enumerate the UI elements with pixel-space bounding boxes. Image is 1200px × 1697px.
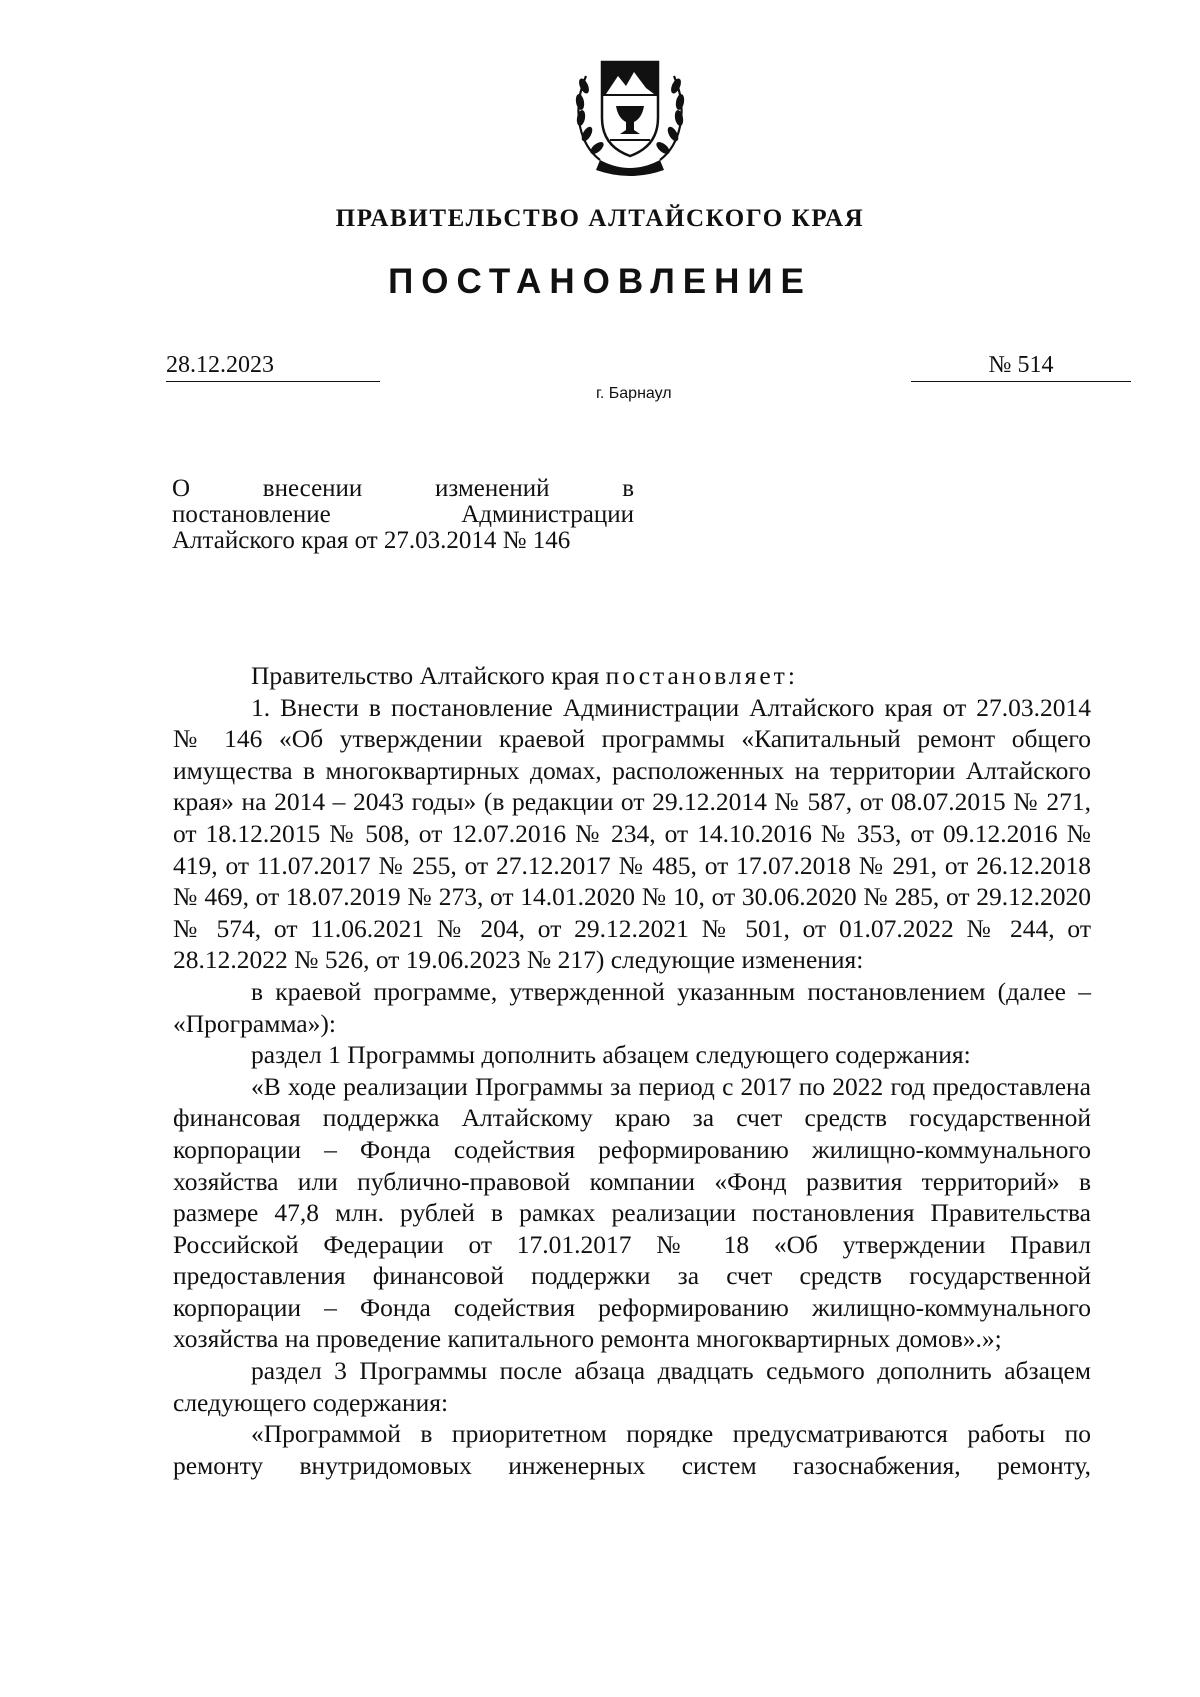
body-intro bbox=[173, 660, 1091, 692]
document-type-title: ПОСТАНОВЛЕНИЕ bbox=[388, 262, 812, 301]
document-number: № 514 bbox=[911, 352, 1131, 382]
organization-name: ПРАВИТЕЛЬСТВО АЛТАЙСКОГО КРАЯ bbox=[335, 205, 865, 232]
subject-line-1: О внесении изменений в bbox=[172, 475, 634, 502]
intro-suffix: : bbox=[787, 661, 795, 690]
coat-of-arms-emblem bbox=[570, 48, 690, 178]
body-paragraph-1: 1. Внести в постановление Администрации Алтайского края от 27.03.2014 № 146 «Об утверждении краевой программы «Капитальный ремонт общего имущества в многоквартирных домах, расположенных на территории Алтайского края» на 2014 – 2043 годы» (в редакции от 29.12.2014 № 587, от 08.07.2015 № 271, от 18.12.2015 № 508, от 12.07.2016 № 234, от 14.10.2016 № 353, от 09.12.2016 № 419, от 11.07.2017 № 255, от 27.12.2017 № 485, от 17.07.2018 № 291, от 26.12.2018 № 469, от 18.07.2019 № 273, от 14.01.2020 № 10, от 30.06.2020 № 285, от 29.12.2020 № 574, от 11.06.2021 № 204, от 29.12.2021 № 501, от 01.07.2022 № 244, от 28.12.2022 № 526, от 19.06.2023 № 217) следующие изменения: bbox=[173, 692, 1091, 975]
intro-keyword: постановляет bbox=[605, 661, 788, 690]
body-paragraph-5: раздел 3 Программы после абзаца двадцать седьмого дополнить абзацем следующего содержания: bbox=[173, 1356, 1091, 1417]
intro-prefix: Правительство Алтайского края bbox=[251, 661, 606, 690]
document-subject bbox=[172, 476, 634, 554]
document-body bbox=[173, 660, 1091, 1481]
document-city: г. Барнаул bbox=[596, 385, 672, 402]
subject-line-2: постановление Администрации bbox=[172, 501, 634, 528]
body-paragraph-4: «В ходе реализации Программы за период с 2017 по 2022 год предоставлена финансовая поддержка Алтайскому краю за счет средств государственной корпорации – Фонда содействия реформированию жилищно-коммунального хозяйства или публично-правовой компании «Фонд развития территорий» в размере 47,8 млн. рублей в рамках реализации постановления Правительства Российской Федерации от 17.01.2017 № 18 «Об утверждении Правил предоставления финансовой поддержки за счет средств государственной корпорации – Фонда содействия реформированию жилищно-коммунального хозяйства на проведение капитального ремонта многоквартирных домов».»; bbox=[173, 1071, 1091, 1354]
body-paragraph-6: «Программой в приоритетном порядке предусматриваются работы по ремонту внутридомовых инженерных систем газоснабжения, ремонту, bbox=[173, 1419, 1091, 1480]
body-paragraph-3: раздел 1 Программы дополнить абзацем следующего содержания: bbox=[251, 1040, 971, 1070]
body-paragraph-2: в краевой программе, утвержденной указанным постановлением (далее – «Программа»): bbox=[173, 976, 1091, 1038]
subject-line-3: Алтайского края от 27.03.2014 № 146 bbox=[172, 527, 571, 554]
document-date: 28.12.2023 bbox=[166, 352, 380, 382]
